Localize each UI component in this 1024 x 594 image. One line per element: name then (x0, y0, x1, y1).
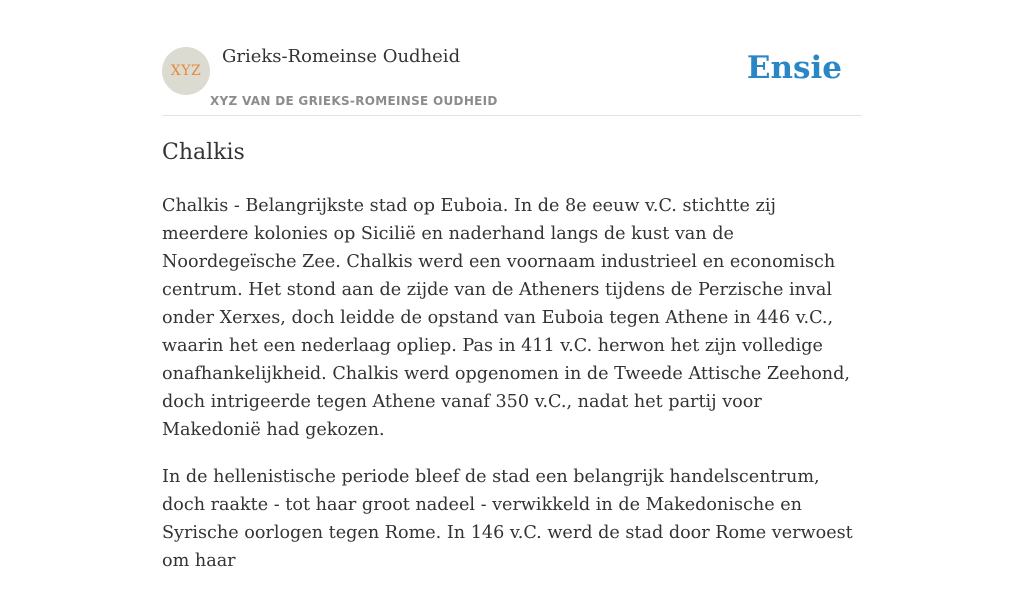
article-paragraph: Chalkis - Belangrijkste stad op Euboia. In de 8e eeuw v.C. stichtte zij meerdere kolonies op Sicilië en naderhand langs de kust van de Noordegeïsche Zee. Chalkis werd een voornaam industrieel en economisch centrum. Het stond aan de zijde van de Atheners tijdens de Perzische inval onder Xerxes, doch leidde de opstand van Euboia tegen Athene in 446 v.C., waarin het een nederlaag opliep. Pas in 411 v.C. herwon het zijn volledige onafhankelijkheid. Chalkis werd opgenomen in de Tweede Attische Zeehond, doch intrigeerde tegen Athene vanaf 350 v.C., nadat het partij voor Makedonië had gekozen. (162, 196, 850, 440)
site-header (162, 0, 862, 116)
page-title: Chalkis (162, 140, 245, 165)
avatar[interactable] (162, 47, 210, 95)
avatar-text: XYZ (170, 63, 202, 79)
article-paragraph: In de hellenistische periode bleef de stad een belangrijk handelscentrum, doch raakte - tot haar groot nadeel - verwikkeld in de Makedonische en Syrische oorlogen tegen Rome. In 146 v.C. werd de stad door Rome verwoest om haar (162, 467, 853, 571)
ensie-logo[interactable]: Ensie (746, 50, 842, 86)
article-body (162, 192, 866, 594)
site-title[interactable]: Grieks-Romeinse Oudheid (222, 46, 461, 67)
site-subtitle: XYZ VAN DE GRIEKS-ROMEINSE OUDHEID (210, 94, 498, 108)
